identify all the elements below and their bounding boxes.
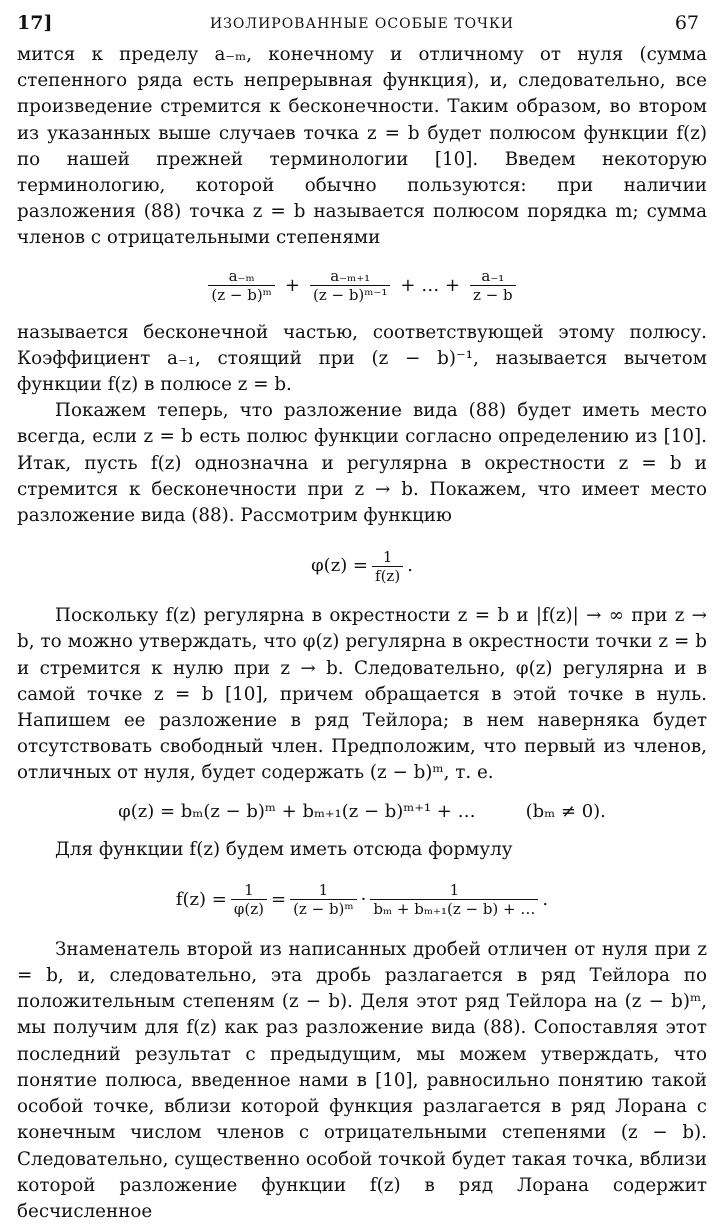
formula-f-expression	[17, 869, 707, 931]
paragraph-2: называется бесконечной частью, соответствующей этому полюсу. Коэффициент a₋₁, стоящий при (z − b)⁻¹, называется вычетом функции f(z) в полюсе z = b.	[17, 321, 707, 396]
numerator: 1	[231, 881, 267, 900]
page-header	[17, 12, 707, 42]
equals-sign: =	[270, 889, 287, 911]
fraction-term-3	[470, 267, 516, 304]
denominator: (z − b)ᵐ	[293, 900, 354, 919]
plus-sign: +	[284, 274, 300, 296]
book-page	[17, 12, 707, 1225]
fraction-term-1	[208, 267, 275, 304]
numerator: 1	[372, 548, 403, 567]
paragraph-4: Поскольку f(z) регулярна в окрестности z = b и |f(z)| → ∞ при z → b, то можно утверждать, что φ(z) регулярна в окрестности точки z = b и стремится к нулю при z → b. Следовательно, φ(z) регулярна и в самой точке z = b [10], причем обращается в этой точке в нуль. Напишем ее разложение в ряд Тейлора; в нем наверняка будет отсутствовать свободный член. Предположим, что первый из членов, отличных от нуля, будет содержать (z − b)ᵐ, т. е.	[17, 605, 707, 784]
denominator: (z − b)ᵐ	[211, 286, 272, 305]
ellipsis: + … +	[400, 274, 461, 296]
numerator: 1	[290, 881, 357, 900]
body-text	[17, 42, 707, 1225]
paragraph-1: мится к пределу a₋ₘ, конечному и отличному от нуля (сумма степенного ряда есть непрерывная функция), и, следовательно, все произведение стремится к бесконечности. Таким образом, во втором из указанных выше случаев точка z = b будет полюсом функции f(z) по нашей прежней терминологии [10]. Введем некоторую терминологию, которой обычно пользуются: при наличии разложения (88) точка z = b называется полюсом порядка m; сумма членов с отрицательными степенями	[17, 44, 707, 249]
page-number: 67	[674, 12, 699, 34]
numerator: 1	[370, 881, 538, 900]
fraction-1	[231, 881, 267, 918]
denominator: f(z)	[375, 566, 401, 585]
formula-lhs: f(z) =	[175, 889, 227, 911]
running-title: ИЗОЛИРОВАННЫЕ ОСОБЫЕ ТОЧКИ	[209, 16, 515, 32]
formula-condition: (bₘ ≠ 0).	[525, 800, 606, 822]
denominator: φ(z)	[233, 900, 264, 919]
fraction	[372, 548, 403, 585]
formula-expression: φ(z) = bₘ(z − b)ᵐ + bₘ₊₁(z − b)ᵐ⁺¹ + …	[118, 800, 476, 822]
denominator: (z − b)ᵐ⁻¹	[312, 286, 388, 305]
formula-taylor-series	[17, 793, 707, 831]
numerator: a₋ₘ	[208, 267, 275, 286]
period: .	[407, 555, 413, 577]
denominator: z − b	[473, 286, 513, 305]
numerator: a₋₁	[470, 267, 516, 286]
formula-lhs: φ(z) =	[311, 555, 369, 577]
paragraph-5: Для функции f(z) будем иметь отсюда формулу	[55, 838, 513, 860]
numerator: a₋ₘ₊₁	[310, 267, 390, 286]
formula-principal-part	[17, 258, 707, 314]
fraction-2	[290, 881, 357, 918]
section-number: 17]	[17, 12, 53, 34]
denominator: bₘ + bₘ₊₁(z − b) + …	[373, 900, 536, 919]
fraction-term-2	[310, 267, 390, 304]
multiply-dot: ·	[360, 889, 367, 911]
period: .	[542, 889, 549, 911]
paragraph-3: Покажем теперь, что разложение вида (88) будет иметь место всегда, если z = b есть полюс функции согласно определению из [10]. Итак, пусть f(z) однозначна и регулярна в окрестности z = b и стремится к бесконечности при z → b. Покажем, что имеет место разложение вида (88). Рассмотрим функцию	[17, 400, 707, 527]
fraction-3	[370, 881, 538, 918]
paragraph-6: Знаменатель второй из написанных дробей отличен от нуля при z = b, и, следовательно, эта дробь разлагается в ряд Тейлора по положительным степеням (z − b). Деля этот ряд Тейлора на (z − b)ᵐ, мы получим для f(z) как раз разложение вида (88). Сопоставляя этот последний результат с предыдущим, мы можем утверждать, что понятие полюса, введенное нами в [10], равносильно понятию такой особой точке, вблизи которой функция разлагается в ряд Лорана с конечным числом членов с отрицательными степенями (z − b). Следовательно, существенно особой точкой будет такая точка, вблизи которой разложение функции f(z) в ряд Лорана содержит бесчисленное	[17, 938, 707, 1222]
formula-phi-definition	[17, 535, 707, 597]
